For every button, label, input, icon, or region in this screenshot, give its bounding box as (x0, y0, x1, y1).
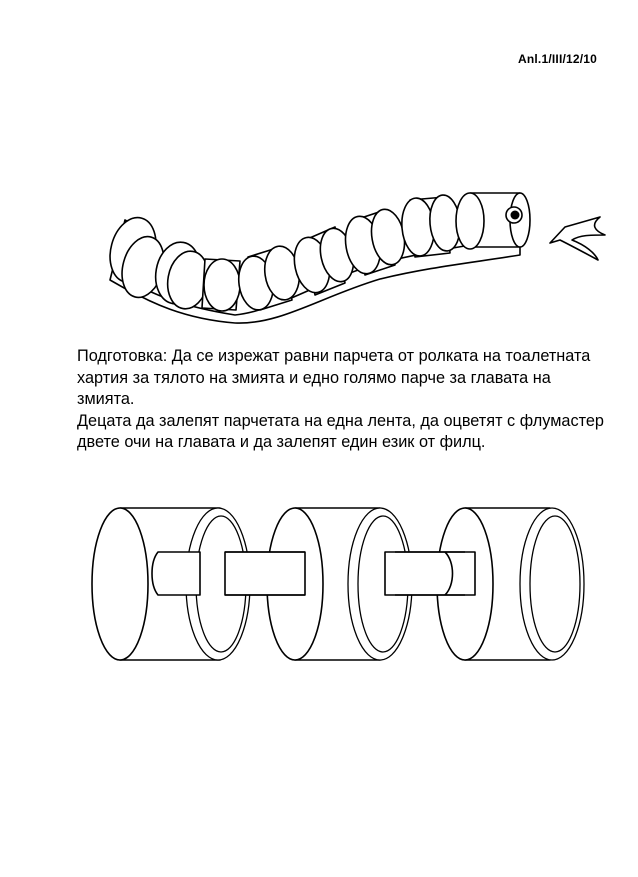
instructions-text (77, 346, 607, 454)
task-paragraph: Децата да залепят парчетата на една лента, да оцветят с флумастер двете очи на главата и да залепят един език от филц. (77, 411, 604, 451)
rolls-on-strip-icon (0, 500, 638, 670)
snake-segment (202, 259, 240, 311)
paper-roll-snake-icon (0, 185, 638, 325)
document-code: Anl.1/III/12/10 (518, 52, 598, 66)
preparation-paragraph: Подготовка: Да се изрежат равни парчета от ролката на тоалетната хартия за тялото на змията и едно голямо парче за главата на змията. (77, 347, 591, 408)
snake-segment (400, 194, 463, 257)
